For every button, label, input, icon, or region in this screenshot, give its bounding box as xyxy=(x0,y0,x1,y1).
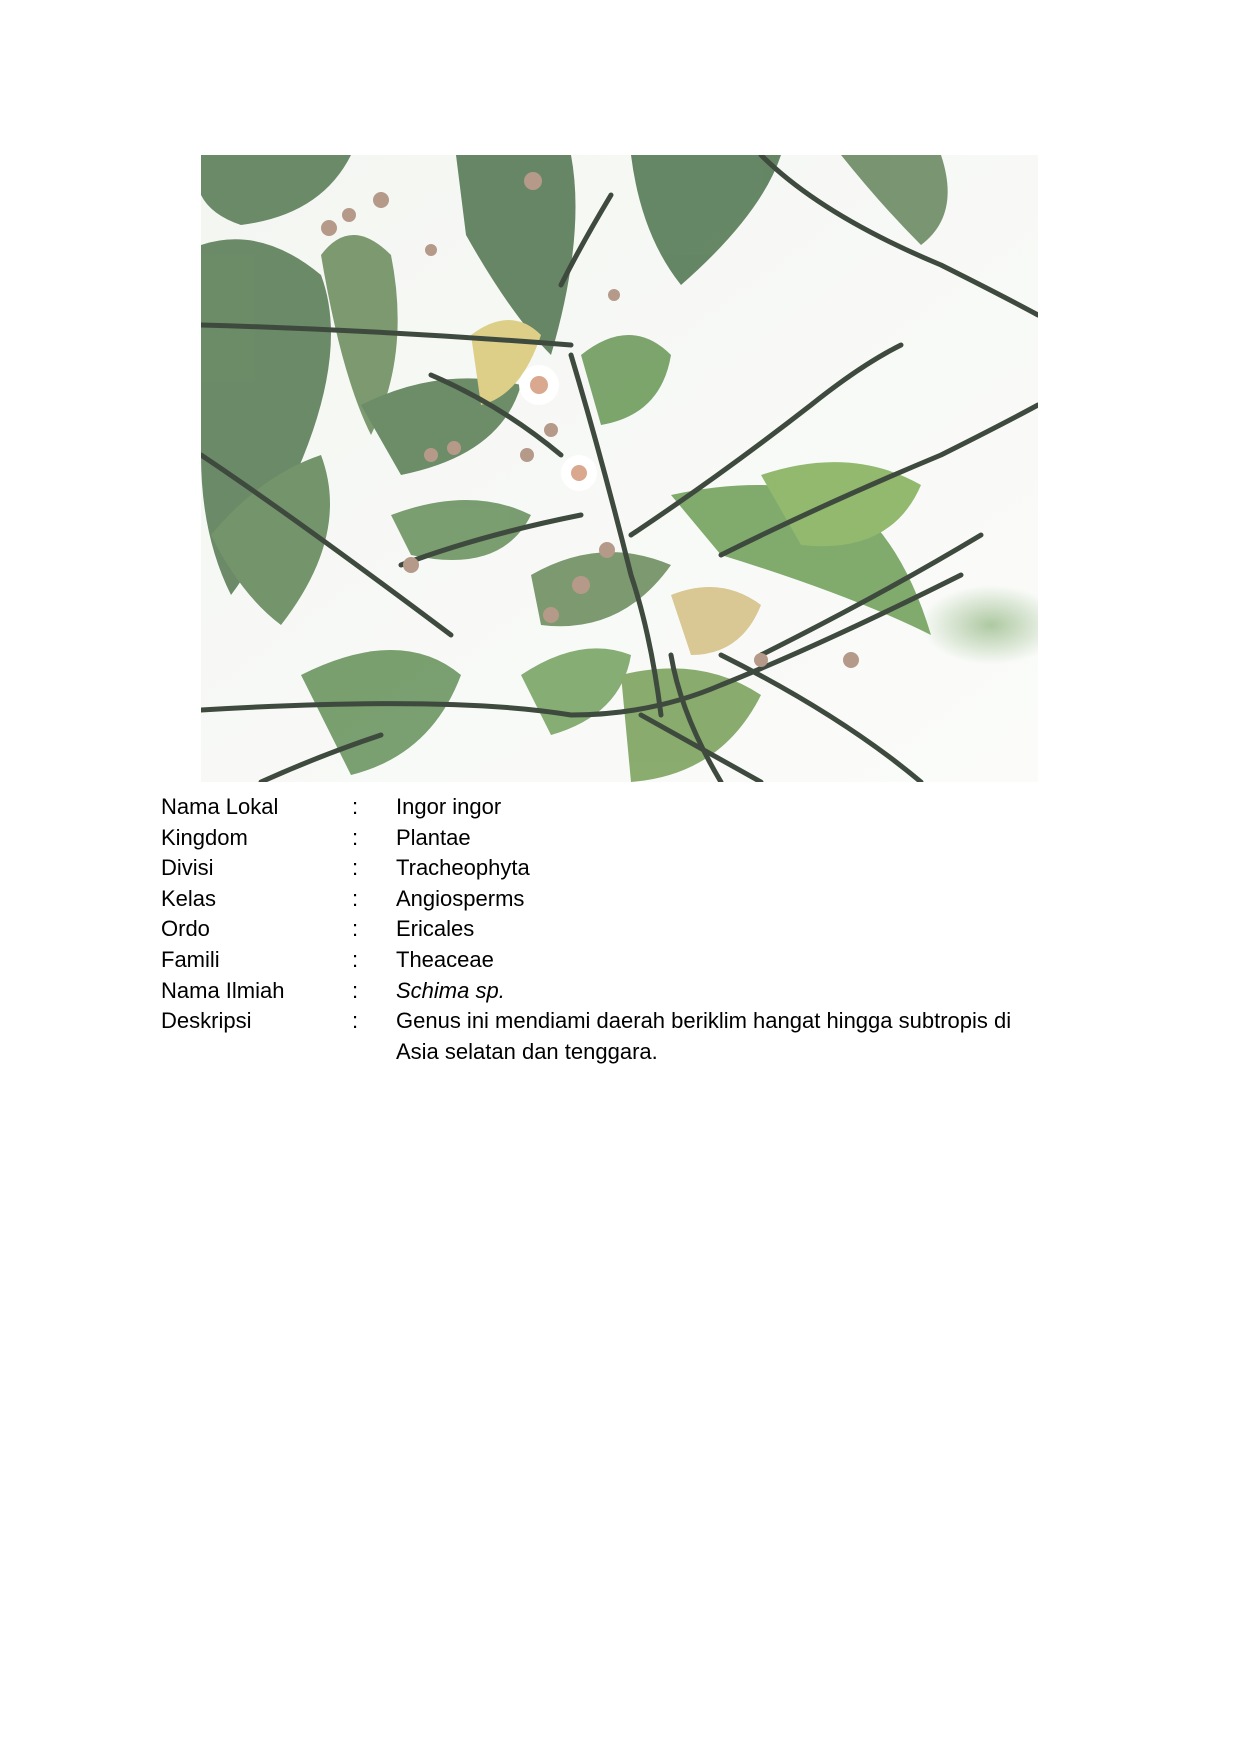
field-value: Tracheophyta xyxy=(396,855,530,881)
field-value: Theaceae xyxy=(396,946,494,972)
plant-photo xyxy=(201,155,1038,782)
field-row-kelas xyxy=(161,884,1041,915)
field-label: Kingdom xyxy=(161,824,248,850)
field-value: Schima sp. xyxy=(396,977,505,1003)
field-value: Ericales xyxy=(396,916,475,942)
field-row-famili xyxy=(161,945,1041,976)
field-label: Kelas xyxy=(161,885,217,911)
specimen-info xyxy=(161,792,1041,1067)
field-label: Deskripsi xyxy=(161,1008,252,1034)
field-row-nama-ilmiah xyxy=(161,976,1041,1007)
field-separator: : xyxy=(352,916,359,942)
field-value: Angiosperms xyxy=(396,885,525,911)
field-separator: : xyxy=(352,794,359,819)
field-row-nama-lokal xyxy=(161,792,1041,823)
field-value: Plantae xyxy=(396,824,471,850)
field-separator: : xyxy=(352,824,359,850)
field-label: Famili xyxy=(161,946,220,972)
field-separator: : xyxy=(352,1008,359,1034)
field-separator: : xyxy=(352,855,359,881)
field-separator: : xyxy=(352,946,359,972)
field-label: Ordo xyxy=(161,916,210,942)
field-separator: : xyxy=(352,885,359,911)
field-value: Genus ini mendiami daerah beriklim hangat hingga subtropis di Asia selatan dan tenggara. xyxy=(396,1008,1012,1064)
field-label: Divisi xyxy=(161,855,214,881)
field-separator: : xyxy=(352,977,359,1003)
field-value: Ingor ingor xyxy=(396,794,502,819)
field-row-deskripsi xyxy=(161,1006,1041,1067)
field-row-ordo xyxy=(161,914,1041,945)
field-row-kingdom xyxy=(161,823,1041,854)
field-label: Nama Ilmiah xyxy=(161,977,285,1003)
field-label: Nama Lokal xyxy=(161,794,279,819)
field-row-divisi xyxy=(161,853,1041,884)
